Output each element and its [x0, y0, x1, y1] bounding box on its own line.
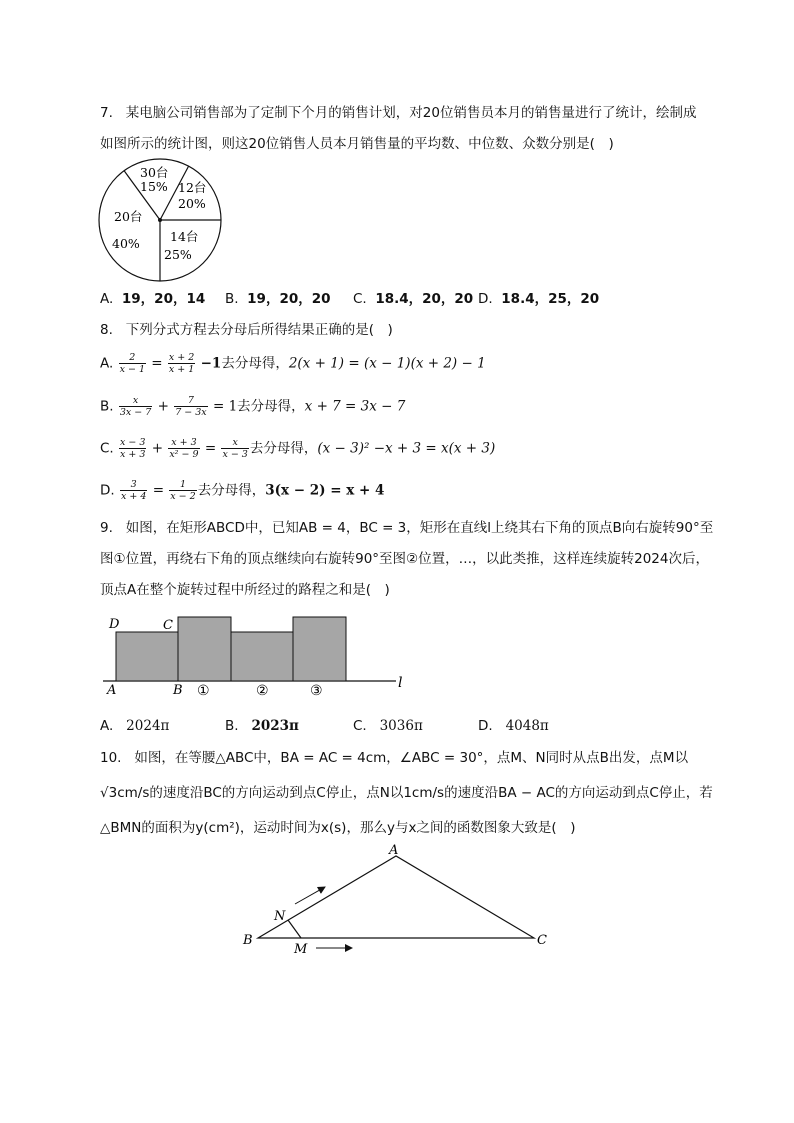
denominator: x − 3 — [222, 449, 248, 460]
numerator: x + 3 — [168, 437, 199, 449]
rect-position-2 — [231, 632, 293, 681]
denominator: x + 3 — [120, 449, 146, 460]
fraction — [119, 437, 146, 460]
option-text: 4048π — [505, 718, 549, 734]
q7-line2 — [100, 134, 614, 154]
q9-line1 — [100, 518, 713, 538]
numerator: 1 — [169, 479, 196, 491]
numerator: x — [119, 395, 152, 407]
equals: = — [204, 440, 217, 457]
option-text: 18.4，25，20 — [501, 291, 600, 307]
q10-stem-line1: 如图，在等腰△ABC中，BA = AC = 4cm，∠ABC = 30°，点M、N同时从点B出发，点M以 — [134, 750, 689, 766]
numerator: x — [221, 437, 248, 449]
denominator: x − 1 — [119, 364, 145, 375]
segment-mn — [288, 920, 301, 938]
q8-option-c[interactable] — [100, 437, 495, 460]
option-letter: B. — [100, 398, 114, 415]
operator: = — [151, 355, 163, 372]
label-a: A — [107, 683, 117, 698]
q10-line3 — [100, 818, 575, 838]
q7-number: 7. — [100, 105, 113, 121]
q10-stem-line3: △BMN的面积为y(cm²)，运动时间为x(s)，那么y与x之间的函数图象大致是( ) — [100, 820, 576, 836]
mid-text: 去分母得， — [237, 398, 305, 415]
rect-position-3 — [293, 617, 346, 681]
option-text: 3036π — [379, 718, 423, 734]
numerator: 2 — [119, 352, 146, 364]
q9-line2 — [100, 549, 709, 569]
option-text: 2023π — [251, 718, 299, 734]
fraction — [174, 395, 207, 418]
triangle-abc — [258, 856, 534, 938]
option-letter: A. — [100, 355, 114, 372]
q7-pie-chart — [96, 156, 226, 286]
q9-option-c[interactable] — [353, 716, 423, 736]
pie-slice-20-label: 20台 — [114, 209, 143, 224]
label-m: M — [294, 942, 308, 957]
denominator: x + 4 — [120, 491, 147, 502]
operator: + — [157, 398, 169, 415]
label-d: D — [109, 617, 120, 632]
q9-stem-line1: 如图，在矩形ABCD中，已知AB = 4，BC = 3，矩形在直线l上绕其右下角的顶点B向右旋转90°至 — [125, 520, 714, 536]
option-letter: B. — [225, 291, 239, 307]
q10-line1 — [100, 748, 688, 768]
option-text: 19，20，20 — [247, 291, 331, 307]
q9-option-a[interactable] — [100, 716, 169, 736]
label-b: B — [173, 683, 183, 698]
fraction — [168, 437, 199, 460]
option-letter: D. — [478, 718, 493, 734]
option-letter: C. — [353, 291, 367, 307]
option-text: 18.4，20，20 — [375, 291, 474, 307]
denominator: x + 1 — [168, 364, 195, 375]
fraction — [221, 437, 248, 460]
q9-option-b[interactable] — [225, 716, 299, 736]
q9-line3 — [100, 580, 390, 600]
q8-option-d[interactable] — [100, 479, 384, 502]
result: (x − 3)² −x + 3 = x(x + 3) — [317, 440, 496, 457]
q7-option-c[interactable] — [353, 289, 473, 309]
mid-text: 去分母得， — [197, 482, 266, 499]
result: x + 7 = 3x − 7 — [304, 398, 406, 415]
option-letter: C. — [100, 440, 114, 457]
label-b: B — [243, 933, 253, 948]
fraction — [168, 352, 195, 375]
option-letter: C. — [353, 718, 367, 734]
tail: = 1 — [212, 398, 238, 415]
fraction — [119, 395, 152, 418]
q10-number: 10. — [100, 750, 122, 766]
option-text: 19，20，14 — [121, 291, 206, 307]
label-n: N — [274, 909, 286, 924]
q9-option-d[interactable] — [478, 716, 549, 736]
numerator: x − 3 — [120, 437, 146, 448]
tail: −1 — [200, 355, 222, 372]
pie-slice-30-label: 30台 — [140, 165, 169, 180]
operator: = — [152, 482, 164, 499]
option-letter: A. — [100, 718, 114, 734]
pie-center-dot — [158, 218, 162, 222]
q8-stem: 下列分式方程去分母后所得结果正确的是( ) — [125, 322, 393, 338]
mid-text: 去分母得， — [249, 440, 318, 457]
q9-stem-line3: 顶点A在整个旋转过程中所经过的路程之和是( ) — [100, 582, 390, 598]
label-l: l — [398, 675, 403, 691]
label-circled-3: ③ — [310, 683, 323, 699]
rect-position-1 — [178, 617, 231, 681]
q7-option-a[interactable] — [100, 289, 205, 309]
option-text: 2024π — [126, 718, 170, 734]
numerator: 3 — [120, 479, 147, 491]
q9-number: 9. — [100, 520, 113, 536]
label-a: A — [389, 843, 399, 858]
q10-line2 — [100, 783, 713, 803]
pie-slice-20-percent: 40% — [112, 236, 140, 251]
fraction — [120, 479, 147, 502]
result: 2(x + 1) = (x − 1)(x + 2) − 1 — [288, 355, 486, 372]
label-circled-2: ② — [256, 683, 269, 699]
q7-line1 — [100, 103, 696, 123]
option-letter: A. — [100, 291, 114, 307]
denominator: 3x − 7 — [119, 407, 152, 418]
label-c: C — [537, 933, 547, 948]
denominator: 7 − 3x — [175, 407, 207, 418]
q8-option-a[interactable] — [100, 352, 486, 375]
q8-number: 8. — [100, 322, 113, 338]
fraction — [119, 352, 146, 375]
label-c: C — [163, 618, 173, 633]
numerator: x + 2 — [168, 352, 195, 363]
q8-line1 — [100, 320, 393, 340]
option-letter: B. — [225, 718, 239, 734]
pie-slice-30-percent: 15% — [140, 179, 168, 194]
pie-slice-12-label: 12台 — [178, 180, 207, 195]
pie-slice-14-percent: 25% — [164, 247, 192, 262]
option-letter: D. — [100, 482, 115, 499]
result: 3(x − 2) = x + 4 — [265, 482, 385, 499]
q7-option-d[interactable] — [478, 289, 599, 309]
pie-slice-12-percent: 20% — [178, 196, 206, 211]
denominator: x − 2 — [170, 491, 196, 502]
option-letter: D. — [478, 291, 493, 307]
label-circled-1: ① — [197, 683, 210, 699]
rect-abcd — [116, 632, 178, 681]
pie-slice-14-label: 14台 — [170, 229, 199, 244]
q9-rectangle-rotation-figure — [100, 610, 420, 702]
q10-triangle-figure — [238, 840, 558, 958]
q7-option-b[interactable] — [225, 289, 331, 309]
operator: + — [151, 440, 164, 457]
q7-stem-line1: 某电脑公司销售部为了定制下个月的销售计划，对20位销售员本月的销售量进行了统计，绘制成 — [125, 105, 697, 121]
denominator: x² − 9 — [169, 449, 199, 460]
fraction — [169, 479, 196, 502]
mid-text: 去分母得， — [221, 355, 289, 372]
q7-stem-line2: 如图所示的统计图，则这20位销售人员本月销售量的平均数、中位数、众数分别是( ) — [100, 136, 614, 152]
q9-stem-line2: 图①位置，再绕右下角的顶点继续向右旋转90°至图②位置，…，以此类推，这样连续旋转2024次后， — [100, 551, 709, 567]
q8-option-b[interactable] — [100, 395, 405, 418]
q10-stem-line2: √3cm/s的速度沿BC的方向运动到点C停止，点N以1cm/s的速度沿BA − AC的方向运动到点C停止，若 — [100, 785, 713, 801]
numerator: 7 — [174, 395, 207, 407]
